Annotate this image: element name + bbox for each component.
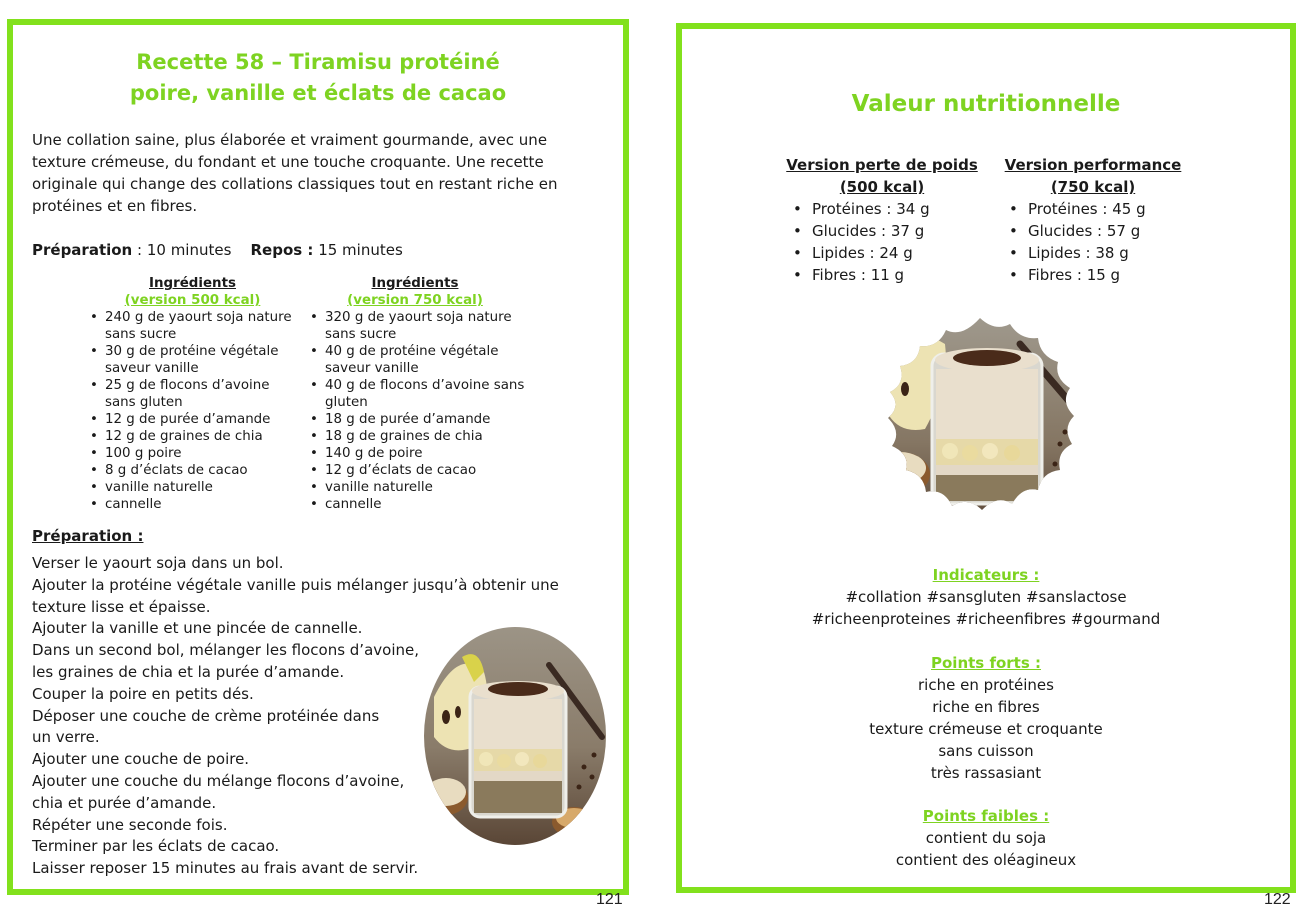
preparation-step: Ajouter la vanille et une pincée de cannelle. [32, 619, 363, 638]
strength-item: très rassasiant [930, 764, 1042, 782]
preparation-step: chia et purée d’amande. [32, 793, 217, 812]
ingredient-item: • 18 g de purée d’amande [305, 411, 525, 428]
indicators-section [682, 564, 1290, 630]
recipe-photo-oval [424, 627, 606, 845]
ingredient-item: • 25 g de flocons d’avoine sans gluten [85, 377, 300, 411]
nutrition-item: • Fibres : 11 g [782, 264, 982, 286]
version-heading-line-2: (750 kcal) [1050, 178, 1136, 196]
rest-time-value: 15 minutes [313, 241, 403, 259]
ingredients-list [85, 309, 300, 513]
preparation-heading: Préparation : [32, 527, 144, 545]
preparation-step: Déposer une couche de crème protéinée dans [32, 706, 380, 725]
weaknesses-section [682, 805, 1290, 871]
version-heading-line-1: Version performance [1004, 156, 1182, 174]
recipe-photo-wavy [870, 314, 1090, 528]
indicators-heading: Indicateurs : [932, 566, 1040, 584]
preparation-step: Répéter une seconde fois. [32, 815, 228, 834]
tiramisu-jar-image [870, 314, 1090, 528]
ingredient-item: • vanille naturelle [85, 479, 300, 496]
nutrition-version-heading [782, 154, 982, 198]
ingredient-item: • 140 g de poire [305, 445, 525, 462]
ingredients-subheading: (version 500 kcal) [124, 293, 261, 308]
preparation-step: Verser le yaourt soja dans un bol. [32, 554, 284, 572]
ingredient-item: • cannelle [305, 496, 525, 513]
preparation-step: Couper la poire en petits dés. [32, 684, 254, 703]
nutrition-version-weight-loss [782, 154, 982, 286]
ingredient-item: • 12 g de graines de chia [85, 428, 300, 445]
prep-time-value: : 10 minutes [132, 241, 232, 259]
nutrition-list [998, 198, 1188, 286]
weakness-item: contient du soja [925, 829, 1047, 847]
rest-time-label: Repos : [250, 241, 314, 259]
recipe-title-line-1: Recette 58 – Tiramisu protéiné [136, 50, 500, 74]
preparation-step: Laisser reposer 15 minutes au frais avant de servir. [32, 859, 419, 878]
ingredients-subheading: (version 750 kcal) [347, 293, 483, 308]
recipe-title [13, 47, 623, 109]
version-heading-line-1: Version perte de poids [786, 156, 978, 174]
preparation-step: un verre. [32, 728, 100, 747]
version-heading-line-2: (500 kcal) [839, 178, 925, 196]
ingredient-item: • 18 g de graines de chia [305, 428, 525, 445]
preparation-step: Ajouter une couche du mélange flocons d’avoine, [32, 771, 405, 790]
nutrition-item: • Glucides : 57 g [998, 220, 1188, 242]
indicators-line: #collation #sansgluten #sanslactose [845, 588, 1127, 606]
ingredient-item: • cannelle [85, 496, 300, 513]
weaknesses-heading: Points faibles : [922, 807, 1050, 825]
weakness-item: contient des oléagineux [895, 851, 1077, 869]
preparation-step: Ajouter une couche de poire. [32, 750, 250, 769]
strength-item: sans cuisson [938, 742, 1034, 760]
preparation-step: Ajouter la protéine végétale vanille puis mélanger jusqu’à obtenir une [32, 575, 559, 594]
strength-item: riche en protéines [918, 676, 1054, 694]
ingredient-item: • 8 g d’éclats de cacao [85, 462, 300, 479]
nutrition-item: • Lipides : 24 g [782, 242, 982, 264]
ingredient-item: • 100 g poire [85, 445, 300, 462]
page-number: 121 [596, 891, 623, 908]
preparation-step: Dans un second bol, mélanger les flocons d’avoine, [32, 641, 419, 660]
nutrition-item: • Protéines : 34 g [782, 198, 982, 220]
ingredient-item: • 240 g de yaourt soja nature sans sucre [85, 309, 300, 343]
preparation-step: Terminer par les éclats de cacao. [32, 837, 280, 856]
strength-item: riche en fibres [932, 698, 1040, 716]
nutrition-item: • Fibres : 15 g [998, 264, 1188, 286]
nutrition-item: • Lipides : 38 g [998, 242, 1188, 264]
ingredients-750-kcal [305, 275, 525, 513]
tiramisu-jar-image [424, 627, 606, 845]
recipe-title-line-2: poire, vanille et éclats de cacao [129, 81, 507, 105]
recipe-times [32, 239, 403, 261]
recipe-intro: Une collation saine, plus élaborée et vraiment gourmande, avec une texture crémeuse, du fondant et une touche croquante. Une recette originale qui change des collations classiques tout en restant riche en protéines et en fibres. [32, 131, 558, 215]
ingredient-item: • 30 g de protéine végétale saveur vanille [85, 343, 300, 377]
preparation-step: texture lisse et épaisse. [32, 597, 211, 616]
nutrition-item: • Glucides : 37 g [782, 220, 982, 242]
ingredient-item: • 12 g d’éclats de cacao [305, 462, 525, 479]
indicators-line: #richeenproteines #richeenfibres #gourmand [811, 610, 1161, 628]
page-number: 122 [1264, 891, 1291, 908]
strengths-heading: Points forts : [931, 654, 1041, 672]
nutrition-version-heading [998, 154, 1188, 198]
ingredients-list [305, 309, 525, 513]
ingredient-item: • 40 g de protéine végétale saveur vanille [305, 343, 525, 377]
strengths-section [682, 652, 1290, 784]
nutrition-title: Valeur nutritionnelle [851, 91, 1121, 117]
preparation-step: les graines de chia et la purée d’amande. [32, 662, 345, 681]
nutrition-version-performance [998, 154, 1188, 286]
ingredients-heading: Ingrédients [149, 276, 236, 291]
ingredient-item: • 40 g de flocons d’avoine sans gluten [305, 377, 525, 411]
ingredients-500-kcal [85, 275, 300, 513]
ingredients-heading: Ingrédients [371, 276, 459, 291]
prep-time-label: Préparation [32, 241, 133, 259]
nutrition-list [782, 198, 982, 286]
strength-item: texture crémeuse et croquante [869, 720, 1103, 738]
ingredient-item: • vanille naturelle [305, 479, 525, 496]
ingredient-item: • 320 g de yaourt soja nature sans sucre [305, 309, 525, 343]
ingredient-item: • 12 g de purée d’amande [85, 411, 300, 428]
nutrition-item: • Protéines : 45 g [998, 198, 1188, 220]
